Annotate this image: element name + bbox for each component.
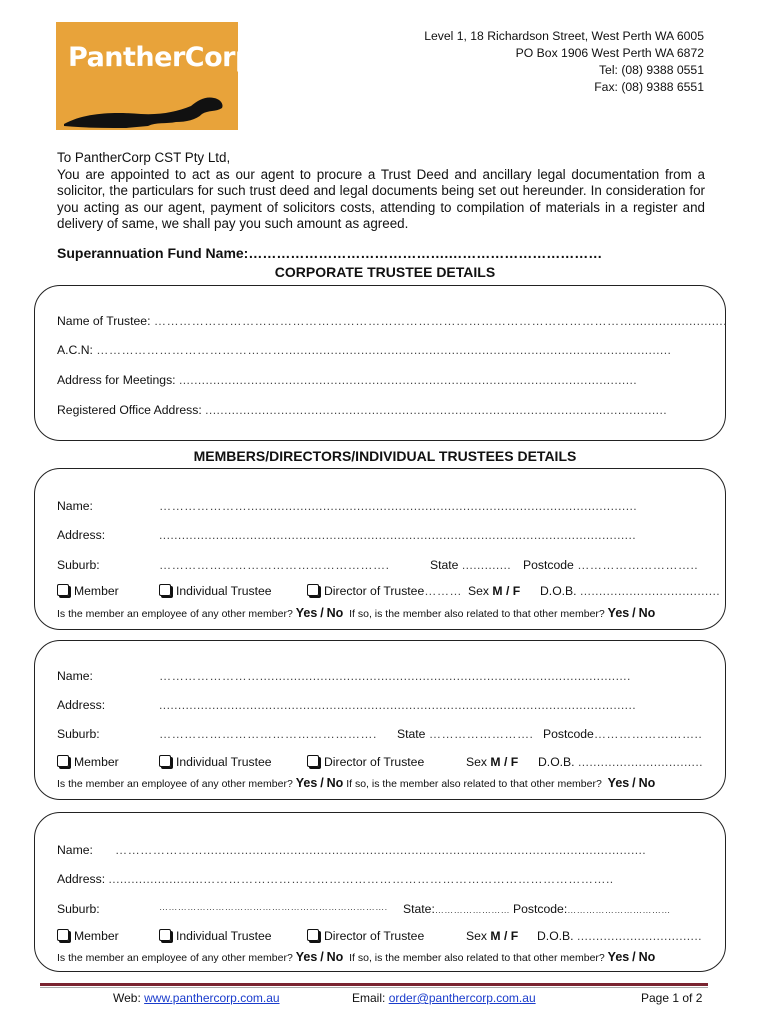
checkbox-icon <box>159 929 171 941</box>
acn-label: A.C.N: <box>57 343 93 357</box>
office-address-label: Registered Office Address: <box>57 403 202 417</box>
checkbox-icon <box>57 755 69 767</box>
website-link[interactable]: www.panthercorp.com.au <box>144 991 280 1005</box>
director-checkbox[interactable]: Director of Trustee……… <box>307 584 462 598</box>
slash: / <box>632 950 636 964</box>
phone-line: Tel: (08) 9388 0551 <box>598 63 704 77</box>
checkbox-label: Individual Trustee <box>176 755 272 769</box>
slash: / <box>632 776 636 790</box>
sex-field[interactable] <box>468 584 520 598</box>
sex-label: Sex <box>468 584 490 598</box>
page-number: Page 1 of 2 <box>641 991 703 1005</box>
meetings-address-field[interactable]: Address for Meetings: ......................................................................................................................... <box>57 373 638 387</box>
member-postcode-field[interactable]: Postcode ……………………….. <box>523 558 699 572</box>
slash: / <box>320 606 324 620</box>
state-label: State <box>397 727 426 741</box>
intro-paragraph <box>57 150 705 233</box>
slash: / <box>632 606 636 620</box>
dob-label: D.O.B. <box>538 755 575 769</box>
trustee-name-field[interactable]: Name of Trustee: ……………………………………………………………………………………………………......................... <box>57 314 727 328</box>
related-question-text: If so, is the member also related to that other member? <box>349 952 605 964</box>
member-checkbox[interactable] <box>57 755 119 769</box>
slash: / <box>320 776 324 790</box>
checkbox-label: Individual Trustee <box>176 584 272 598</box>
postcode-label: Postcode <box>523 558 574 572</box>
yes-option[interactable]: Yes <box>295 606 318 620</box>
corporate-trustee-box <box>34 285 726 441</box>
yes-option[interactable]: Yes <box>607 606 630 620</box>
checkbox-label: Director of Trustee <box>324 929 425 943</box>
dob-field[interactable]: D.O.B. ................................. <box>538 755 703 769</box>
employee-question <box>57 776 655 790</box>
member-suburb-field[interactable]: ………………………………………………. <box>159 558 390 572</box>
employee-question <box>57 606 655 620</box>
checkbox-icon <box>159 755 171 767</box>
salutation: To PantherCorp CST Pty Ltd, <box>57 150 231 165</box>
office-address-field[interactable]: Registered Office Address: .......................................................................................................................... <box>57 403 668 417</box>
checkbox-label: Member <box>74 929 119 943</box>
member-suburb-field[interactable]: ……………………………………………. <box>159 727 377 741</box>
yes-option[interactable]: Yes <box>607 950 630 964</box>
director-checkbox[interactable] <box>307 929 424 943</box>
individual-trustee-checkbox[interactable] <box>159 929 272 943</box>
fund-name-field[interactable]: Superannuation Fund Name:…………………………………….…………………………… <box>57 245 603 261</box>
checkbox-label: Individual Trustee <box>176 929 272 943</box>
email-label: Email: <box>352 991 386 1005</box>
member-address-field[interactable]: .............................................................................................................................. <box>159 528 637 542</box>
checkbox-icon <box>307 584 319 596</box>
yes-option[interactable]: Yes <box>295 776 318 790</box>
acn-field[interactable]: A.C.N: ………………………………………...................................................................................................... <box>57 343 672 357</box>
member-address-label: Address: <box>57 698 106 712</box>
dob-field[interactable]: D.O.B. ................................. <box>537 929 702 943</box>
member-name-field[interactable]: …………………....................................................................................................... <box>159 499 638 513</box>
members-section-title: MEMBERS/DIRECTORS/INDIVIDUAL TRUSTEES DETAILS <box>193 448 577 464</box>
member-address-field[interactable]: .............................................................................................................................. <box>159 698 637 712</box>
sex-label: Sex <box>466 929 488 943</box>
member-state-field[interactable]: State ……………………. <box>397 727 534 741</box>
sex-options: M / F <box>492 584 521 598</box>
sex-field[interactable] <box>466 755 518 769</box>
member-name-field[interactable]: …………………….................................................................................................. <box>159 669 631 683</box>
sex-label: Sex <box>466 755 488 769</box>
company-address <box>424 28 704 96</box>
member-name-label: Name: <box>57 843 93 857</box>
sex-field[interactable] <box>466 929 518 943</box>
member-suburb-label: Suburb: <box>57 902 100 916</box>
sex-options: M / F <box>490 755 519 769</box>
director-checkbox[interactable] <box>307 755 424 769</box>
checkbox-label: Director of Trustee <box>324 755 425 769</box>
intro-body: You are appointed to act as our agent to procure a Trust Deed and ancillary legal documentation from a solicitor, the particulars for such trust deed and legal documents being set out hereunder. In consideration for you acting as our agent, payment of solicitors costs, attending to compilation of materials in a register and delivery of same, we shall pay you such amount as agreed. <box>57 166 705 231</box>
dob-label: D.O.B. <box>537 929 574 943</box>
member-state-field[interactable]: State ............. <box>430 558 512 572</box>
footer-email <box>352 991 536 1005</box>
sex-options: M / F <box>490 929 519 943</box>
address-line: PO Box 1906 West Perth WA 6872 <box>515 46 704 60</box>
checkbox-icon <box>307 755 319 767</box>
footer-web <box>113 991 280 1005</box>
company-logo <box>56 22 254 130</box>
employee-question <box>57 950 655 964</box>
member-box-3 <box>34 812 726 972</box>
panther-silhouette-icon <box>56 82 238 130</box>
member-suburb-label: Suburb: <box>57 727 100 741</box>
member-checkbox[interactable] <box>57 584 119 598</box>
postcode-label: Postcode <box>513 902 564 916</box>
member-name-field[interactable]: …………………..................................................................................................................... <box>115 843 647 857</box>
yes-option[interactable]: Yes <box>607 776 630 790</box>
email-link[interactable]: order@panthercorp.com.au <box>388 991 536 1005</box>
related-question-text: If so, is the member also related to that other member? <box>346 778 602 790</box>
logo-text: PantherCorp <box>68 42 254 73</box>
member-address-label: Address: <box>57 872 106 886</box>
corporate-section-title: CORPORATE TRUSTEE DETAILS <box>274 264 496 280</box>
employee-question-text: Is the member an employee of any other member? <box>57 778 293 790</box>
meetings-address-label: Address for Meetings: <box>57 373 176 387</box>
footer-rule-thin <box>40 987 708 988</box>
member-box-1 <box>34 468 726 630</box>
no-option[interactable]: No <box>638 950 656 964</box>
address-line: Level 1, 18 Richardson Street, West Perth WA 6005 <box>424 29 704 43</box>
checkbox-icon <box>159 584 171 596</box>
checkbox-icon <box>57 584 69 596</box>
related-question-text: If so, is the member also related to that other member? <box>349 608 605 620</box>
state-label: State <box>430 558 459 572</box>
no-option[interactable]: No <box>326 606 344 620</box>
member-address-field[interactable]: Address: .........................…………………………………………………………………………………….. <box>57 872 614 886</box>
employee-question-text: Is the member an employee of any other member? <box>57 608 293 620</box>
checkbox-label: Director of Trustee <box>324 584 425 598</box>
member-state-field[interactable]: State:…………………… <box>403 902 511 916</box>
slash: / <box>320 950 324 964</box>
postcode-label: Postcode <box>543 727 594 741</box>
no-option[interactable]: No <box>638 606 656 620</box>
checkbox-icon <box>307 929 319 941</box>
member-name-label: Name: <box>57 499 93 513</box>
checkbox-label: Member <box>74 584 119 598</box>
fax-line: Fax: (08) 9388 6551 <box>594 80 704 94</box>
trustee-name-label: Name of Trustee: <box>57 314 151 328</box>
member-postcode-field[interactable]: Postcode:…………………………… <box>513 902 671 916</box>
yes-option[interactable]: Yes <box>295 950 318 964</box>
individual-trustee-checkbox[interactable] <box>159 755 272 769</box>
member-suburb-label: Suburb: <box>57 558 100 572</box>
member-suburb-field[interactable]: ………………………………………………………………. <box>159 902 388 912</box>
individual-trustee-checkbox[interactable] <box>159 584 272 598</box>
employee-question-text: Is the member an employee of any other member? <box>57 952 293 964</box>
no-option[interactable]: No <box>326 776 344 790</box>
dob-label: D.O.B. <box>540 584 577 598</box>
no-option[interactable]: No <box>638 776 656 790</box>
footer-rule <box>40 983 708 986</box>
member-postcode-field[interactable]: Postcode…………………….. <box>543 727 703 741</box>
member-address-label: Address: <box>57 528 106 542</box>
checkbox-icon <box>57 929 69 941</box>
member-checkbox[interactable] <box>57 929 119 943</box>
state-label: State <box>403 902 432 916</box>
no-option[interactable]: No <box>326 950 344 964</box>
checkbox-label: Member <box>74 755 119 769</box>
web-label: Web: <box>113 991 141 1005</box>
dob-field[interactable]: D.O.B. ..................................... <box>540 584 721 598</box>
member-box-2 <box>34 640 726 800</box>
member-name-label: Name: <box>57 669 93 683</box>
